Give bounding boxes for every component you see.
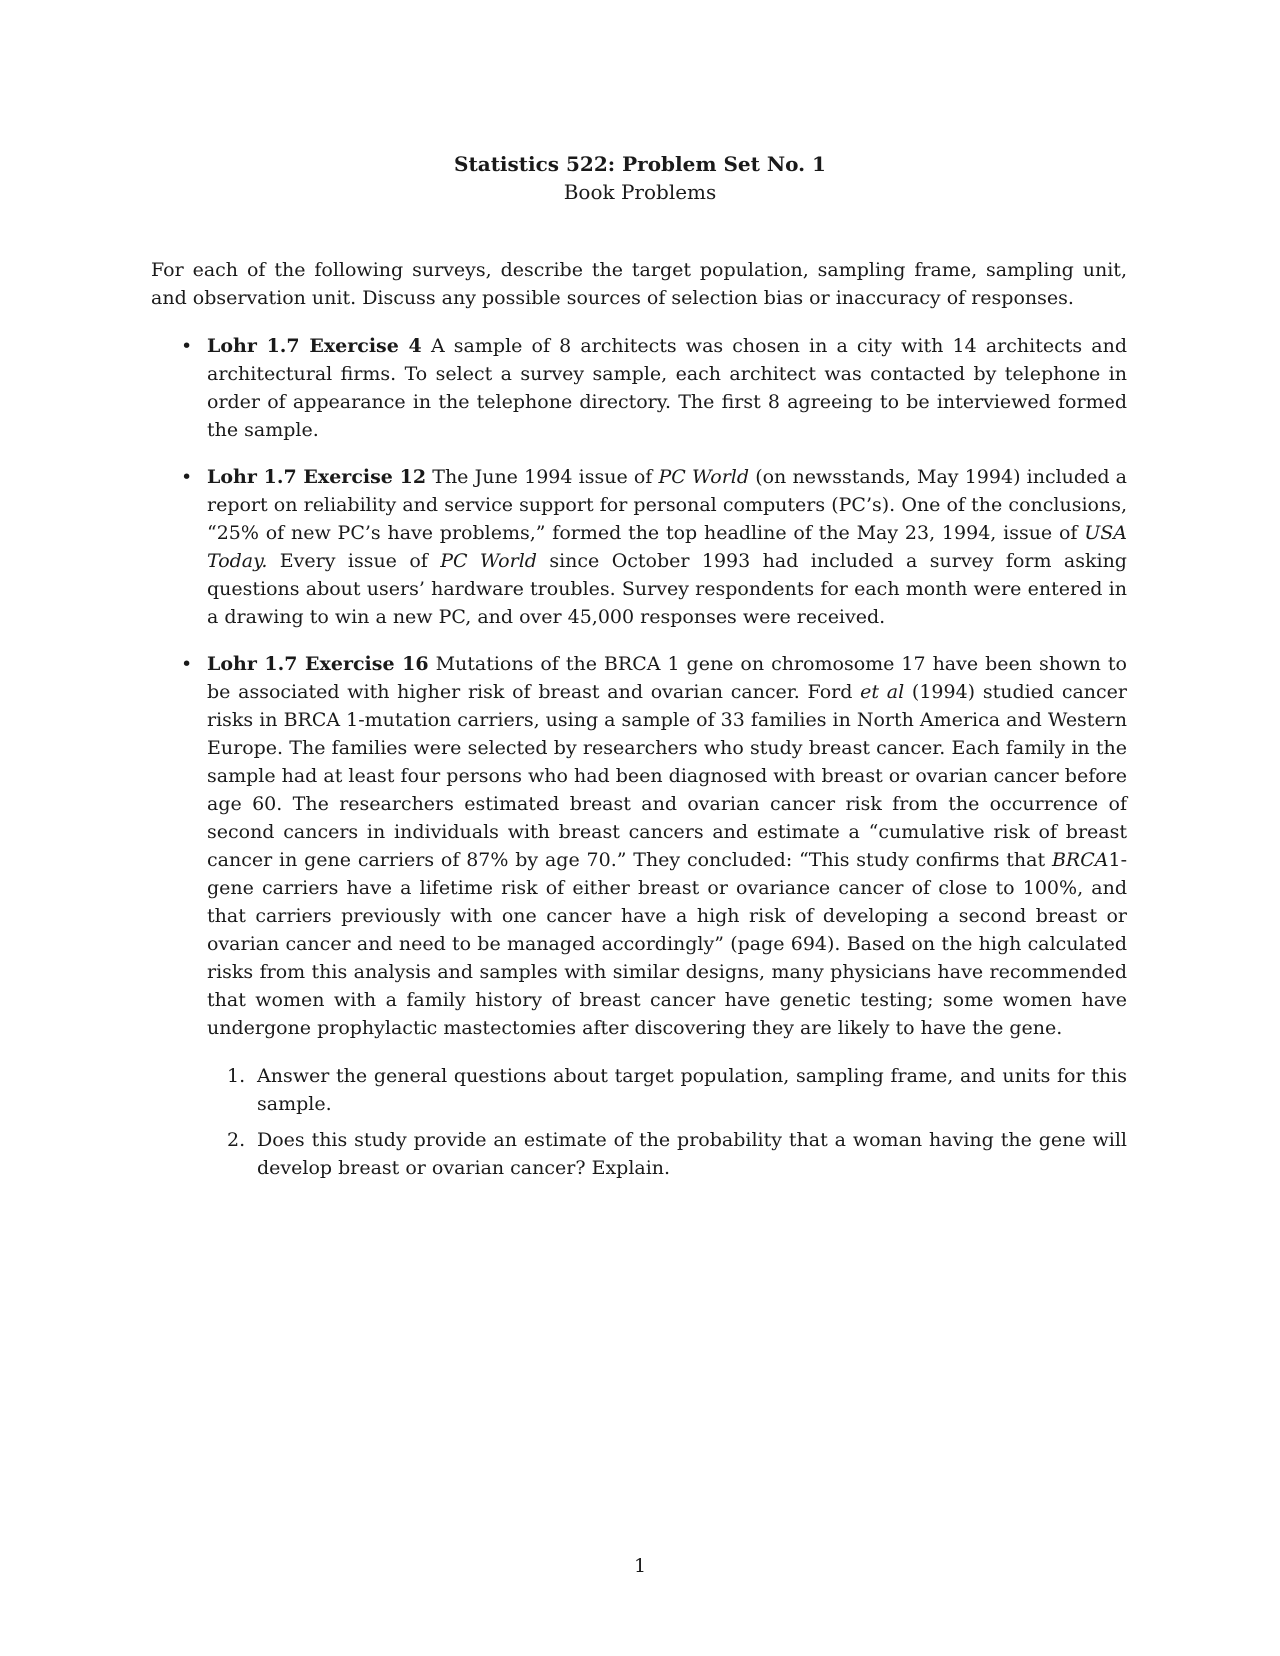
exercise-text: The June 1994 issue of [432, 466, 659, 488]
exercise-text: 1-gene carriers have a lifetime risk of either breast or ovariance cancer of close to 100%, and that carriers previously with one cancer have a high risk of developing a second breast or ovarian cancer and need to be managed accordingly” (page 694). Based on the high calculated risks from this analysis and samples with similar designs, many physicians have recommended that women with a family history of breast cancer have genetic testing; some women have undergone prophylactic mastectomies after discovering they are likely to have the gene. [207, 849, 1127, 1039]
question-list [207, 1062, 1127, 1182]
exercise-item [181, 463, 1127, 631]
question-text: Does this study provide an estimate of the probability that a woman having the gene will develop breast or ovarian cancer? Explain. [257, 1129, 1127, 1179]
exercise-title: Lohr 1.7 Exercise 4 [207, 335, 422, 357]
page-number: 1 [633, 1555, 647, 1577]
question-number: 1. [227, 1065, 246, 1087]
publication-title: USA Today. [207, 522, 1127, 572]
question-item [207, 1062, 1127, 1118]
publication-title: PC World [658, 466, 750, 488]
exercise-list [181, 332, 1128, 1201]
exercise-title: Lohr 1.7 Exercise 16 [207, 653, 429, 675]
document-header [0, 150, 1280, 206]
publication-title: PC World [440, 550, 537, 572]
question-number: 2. [227, 1129, 246, 1151]
exercise-text: A sample of 8 architects was chosen in a city with 14 architects and architectural firms. To select a survey sample, each architect was contacted by telephone in order of appearance in the telephone directory. The first 8 agreeing to be interviewed formed the sample. [207, 335, 1127, 441]
page-title: Statistics 522: Problem Set No. 1 [454, 152, 826, 176]
exercise-text: (1994) studied cancer risks in BRCA 1-mutation carriers, using a sample of 33 families in North America and Western Europe. The families were selected by researchers who study breast cancer. Each family in the sample had at least four persons who had been diagnosed with breast or ovarian cancer before age 60. The researchers estimated breast and ovarian cancer risk from the occurrence of second cancers in individuals with breast cancers and estimate a “cumulative risk of breast cancer in gene carriers of 87% by age 70.” They concluded: “This study confirms that [207, 681, 1128, 871]
exercise-text: (on newsstands, May 1994) included a report on reliability and service support for personal computers (PC’s). One of the conclusions, “25% of new PC’s have problems,” formed the top headline of the May 23, 1994, issue of [207, 466, 1127, 544]
exercise-title: Lohr 1.7 Exercise 12 [207, 466, 427, 488]
italic-term: BRCA [1051, 849, 1109, 871]
exercise-text: since October 1993 had included a survey form asking questions about users’ hardware troubles. Survey respondents for each month were entered in a drawing to win a new PC, and over 45,000 responses were received. [207, 550, 1127, 628]
exercise-item [181, 650, 1128, 1182]
exercise-item [181, 332, 1127, 444]
exercise-text: Every issue of [267, 550, 441, 572]
bullet-icon: • [181, 466, 193, 488]
exercise-text: Mutations of the BRCA 1 gene on chromosome 17 have been shown to be associated with higher risk of breast and ovarian cancer. Ford [207, 653, 1127, 703]
bullet-icon: • [181, 653, 193, 675]
bullet-icon: • [181, 335, 193, 357]
italic-term: et al [860, 681, 905, 703]
intro-paragraph: For each of the following surveys, describe the target population, sampling frame, sampling unit, and observation unit. Discuss any possible sources of selection bias or inaccuracy of responses. [151, 259, 1127, 309]
question-item [207, 1126, 1127, 1182]
page-subtitle: Book Problems [563, 180, 717, 204]
question-text: Answer the general questions about target population, sampling frame, and units for this sample. [257, 1065, 1127, 1115]
